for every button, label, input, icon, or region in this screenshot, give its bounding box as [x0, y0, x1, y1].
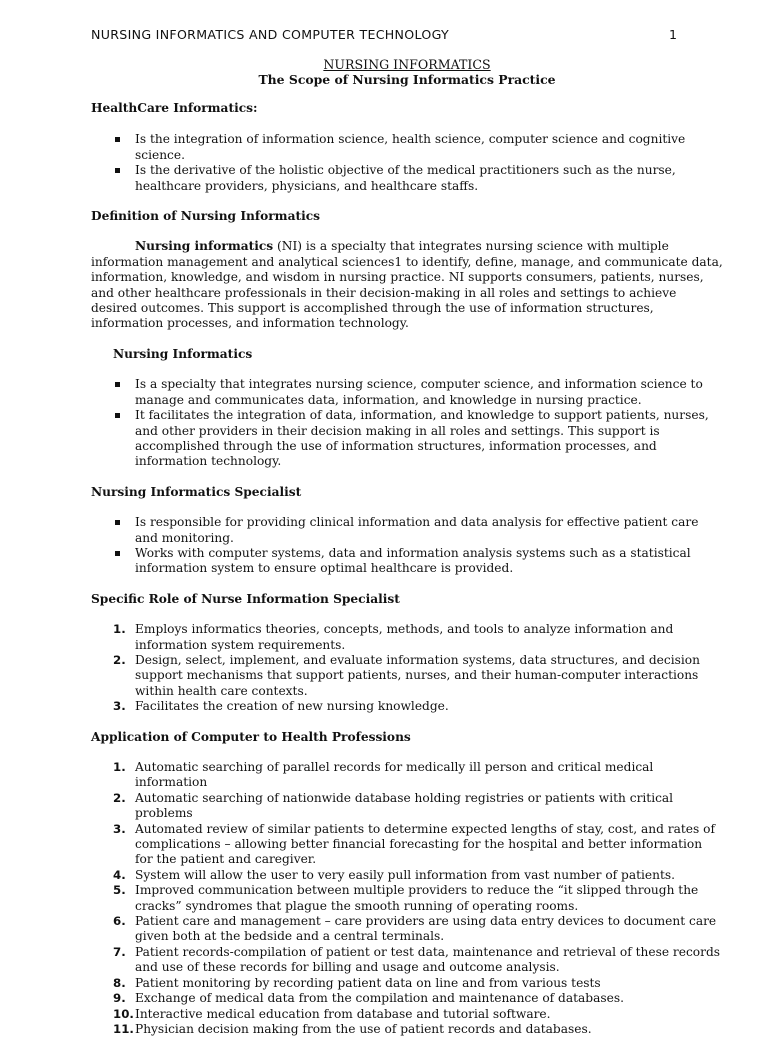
list-item: 4. System will allow the user to very easily pull information from vast number of patients. [113, 867, 676, 882]
heading-specialist: Nursing Informatics Specialist [91, 484, 302, 499]
list-item: Works with computer systems, data and information analysis systems such as a statistical information system to ensure optimal healthcare is provided. [135, 546, 723, 577]
list-item: Is responsible for providing clinical information and data analysis for effective patient care and monitoring. [135, 515, 723, 546]
list-item: Is a specialty that integrates nursing science, computer science, and information science to manage and communicates data, information, and knowledge in nursing practice. [135, 377, 723, 408]
heading-definition: Definition of Nursing Informatics [91, 209, 321, 224]
list-item: 8. Patient monitoring by recording patient data on line and from various tests [113, 975, 601, 990]
application-numbered-list [91, 760, 723, 1037]
role-numbered-list [91, 622, 723, 714]
list-item: 1. Employs informatics theories, concepts, methods, and tools to analyze information and information system requirements. [113, 622, 674, 652]
list-item: 2. Design, select, implement, and evaluate information systems, data structures, and decision support mechanisms that support patients, nurses, and their human-computer interactions within health care contexts. [113, 652, 700, 698]
list-item: 6. Patient care and management – care providers are using data entry devices to document care given both at the bedside and a central terminals. [113, 914, 717, 944]
list-item: 3. Facilitates the creation of new nursing knowledge. [113, 699, 449, 714]
document-subtitle: The Scope of Nursing Informatics Practice [258, 72, 556, 88]
heading-healthcare-informatics: HealthCare Informatics: [91, 101, 258, 115]
definition-term: Nursing informatics [135, 239, 274, 254]
list-item: 9. Exchange of medical data from the compilation and maintenance of databases. [113, 991, 624, 1006]
list-item: 2. Automatic searching of nationwide database holding registries or patients with critical problems [113, 790, 674, 821]
list-item: It facilitates the integration of data, information, and knowledge to support patients, nurses, and other providers in their decision making in all roles and settings. This support is accomplished through the use of information structures, information processes, and information technology. [135, 408, 723, 470]
list-item: Is the integration of information science, health science, computer science and cognitive science. [135, 132, 723, 163]
list-item: Is the derivative of the holistic objective of the medical practitioners such as the nurse, healthcare providers, physicians, and healthcare staffs. [135, 163, 723, 194]
ni-bullet-list [91, 377, 723, 469]
document-title: NURSING INFORMATICS [323, 57, 491, 72]
list-item: 3. Automated review of similar patients to determine expected lengths of stay, cost, and rates of complications – allowing better financial forecasting for the hospital and better information for the patient and caregiver. [113, 821, 715, 867]
definition-text: (NI) is a specialty that integrates nursing science with multiple information management and analytical sciences1 to identify, define, manage, and communicate data, information, knowledge, and wisdom in nursing practice. NI supports consumers, patients, nurses, and other healthcare professionals in their decision-making in all roles and settings to achieve desired outcomes. This support is accomplished through the use of information structures, information processes, and information technology. [91, 239, 723, 331]
heading-application: Application of Computer to Health Professions [91, 729, 411, 744]
list-item: 1. Automatic searching of parallel records for medically ill person and critical medical information [113, 760, 654, 790]
healthcare-bullet-list [91, 132, 723, 194]
list-item: 10. Interactive medical education from database and tutorial software. [113, 1006, 551, 1021]
heading-nursing-informatics: Nursing Informatics [113, 346, 253, 361]
heading-specific-role: Specific Role of Nurse Information Specialist [91, 591, 400, 606]
running-header: NURSING INFORMATICS AND COMPUTER TECHNOLOGY [91, 27, 449, 42]
page-number: 1 [669, 27, 678, 42]
list-item: 5. Improved communication between multiple providers to reduce the “it slipped through the cracks” syndromes that plague the smooth running of operating rooms. [113, 883, 699, 913]
document-body [91, 101, 723, 1037]
specialist-bullet-list [91, 515, 723, 577]
title-block [91, 57, 723, 88]
definition-paragraph [91, 239, 723, 331]
list-item: 7. Patient records-compilation of patient or test data, maintenance and retrieval of these records and use of these records for billing and usage and outcome analysis. [113, 944, 721, 975]
list-item: 11. Physician decision making from the use of patient records and databases. [113, 1021, 592, 1036]
